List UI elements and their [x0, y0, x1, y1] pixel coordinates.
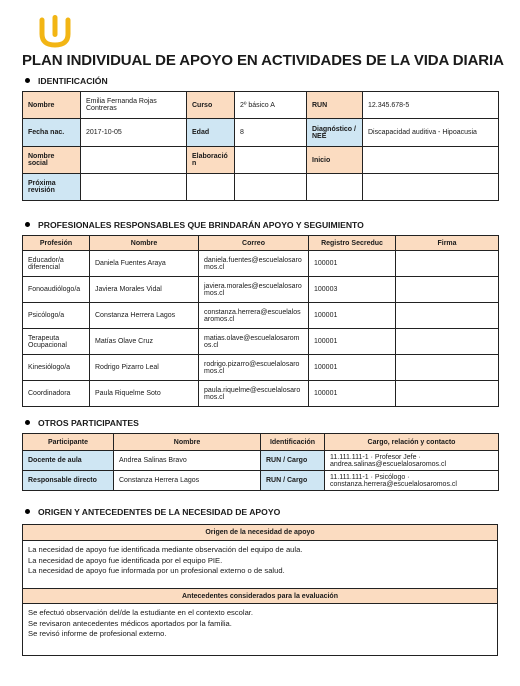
registro-cell: 100001	[309, 329, 396, 355]
edad-value: 8	[235, 119, 307, 147]
section-otros-heading	[38, 418, 139, 428]
elaboracion-label: Elaboración	[187, 147, 235, 174]
section-heading-text: ORIGEN Y ANTECEDENTES DE LA NECESIDAD DE APOYO	[38, 507, 281, 517]
table-row	[23, 329, 499, 355]
col-header-registro: Registro Secreduc	[309, 236, 396, 251]
section-heading-text: OTROS PARTICIPANTES	[38, 418, 139, 428]
firma-cell[interactable]	[396, 329, 499, 355]
identificacion-cell: RUN / Cargo	[261, 451, 325, 471]
school-logo-icon	[38, 14, 72, 48]
col-header-profesion: Profesión	[23, 236, 90, 251]
contacto-cell: 11.111.111-1 · Psicólogo · constanza.herrera@escuelalosaromos.cl	[325, 471, 499, 491]
profesion-cell: Terapeuta Ocupacional	[23, 329, 90, 355]
correo-cell: constanza.herrera@escuelalosaromos.cl	[199, 303, 309, 329]
col-header-nombre: Nombre	[90, 236, 199, 251]
registro-cell: 100001	[309, 303, 396, 329]
table-row	[23, 277, 499, 303]
profesionales-table	[22, 235, 499, 407]
table-row	[23, 471, 499, 491]
inicio-label: Inicio	[307, 147, 363, 174]
nombre-cell: Andrea Salinas Bravo	[114, 451, 261, 471]
proxima-revision-label: Próxima revisión	[23, 174, 81, 201]
origen-title: Origen de la necesidad de apoyo	[23, 525, 498, 541]
nombre-label: Nombre	[23, 92, 81, 119]
firma-cell[interactable]	[396, 277, 499, 303]
nombre-cell: Matías Olave Cruz	[90, 329, 199, 355]
col-header-nombre: Nombre	[114, 434, 261, 451]
correo-cell: daniela.fuentes@escuelalosaromos.cl	[199, 251, 309, 277]
nombre-cell: Daniela Fuentes Araya	[90, 251, 199, 277]
fecha-label: Fecha nac.	[23, 119, 81, 147]
empty-cell	[363, 174, 499, 201]
col-header-participante: Participante	[23, 434, 114, 451]
table-row	[23, 381, 499, 407]
identificacion-table	[22, 91, 499, 201]
registro-cell: 100001	[309, 381, 396, 407]
participante-cell: Responsable directo	[23, 471, 114, 491]
diagnostico-value: Discapacidad auditiva - Hipoacusia	[363, 119, 499, 147]
firma-cell[interactable]	[396, 303, 499, 329]
empty-cell	[235, 174, 307, 201]
antecedentes-body	[23, 604, 498, 656]
run-label: RUN	[307, 92, 363, 119]
antecedentes-line: Se efectuó observación del/de la estudiante en el contexto escolar.	[28, 608, 254, 617]
col-header-identificacion: Identificación	[261, 434, 325, 451]
table-row	[23, 251, 499, 277]
section-origen-heading	[38, 507, 280, 517]
origen-body	[23, 541, 498, 589]
curso-label: Curso	[187, 92, 235, 119]
table-row	[23, 303, 499, 329]
table-row	[23, 451, 499, 471]
contacto-cell: 11.111.111-1 · Profesor Jefe · andrea.salinas@escuelalosaromos.cl	[325, 451, 499, 471]
col-header-contacto: Cargo, relación y contacto	[325, 434, 499, 451]
antecedentes-line: Se revisaron antecedentes médicos aportados por la familia.	[28, 618, 232, 628]
nombre-social-label: Nombre social	[23, 147, 81, 174]
col-header-firma: Firma	[396, 236, 499, 251]
bullet-icon	[25, 78, 30, 83]
correo-cell: rodrigo.pizarro@escuelalosaromos.cl	[199, 355, 309, 381]
nombre-cell: Constanza Herrera Lagos	[90, 303, 199, 329]
registro-cell: 100001	[309, 251, 396, 277]
col-header-correo: Correo	[199, 236, 309, 251]
profesion-cell: Kinesiólogo/a	[23, 355, 90, 381]
correo-cell: matias.olave@escuelalosaromos.cl	[199, 329, 309, 355]
profesion-cell: Psicólogo/a	[23, 303, 90, 329]
correo-cell: javiera.morales@escuelalosaromos.cl	[199, 277, 309, 303]
firma-cell[interactable]	[396, 381, 499, 407]
curso-value: 2º básico A	[235, 92, 307, 119]
nombre-cell: Paula Riquelme Soto	[90, 381, 199, 407]
empty-cell	[187, 174, 235, 201]
nombre-cell: Javiera Morales Vidal	[90, 277, 199, 303]
inicio-value[interactable]	[363, 147, 499, 174]
section-heading-text: PROFESIONALES RESPONSABLES QUE BRINDARÁN APOYO Y SEGUIMIENTO	[38, 220, 364, 230]
origen-line: La necesidad de apoyo fue informada por un profesional externo o de salud.	[28, 566, 285, 575]
otros-participantes-table	[22, 433, 499, 491]
firma-cell[interactable]	[396, 355, 499, 381]
nombre-cell: Rodrigo Pizarro Leal	[90, 355, 199, 381]
antecedentes-line: Se revisó informe de profesional externo.	[28, 629, 167, 638]
identificacion-cell: RUN / Cargo	[261, 471, 325, 491]
bullet-icon	[25, 509, 30, 514]
section-profesionales-heading	[38, 220, 364, 230]
proxima-revision-value[interactable]	[81, 174, 187, 201]
bullet-icon	[25, 222, 30, 227]
run-value: 12.345.678-5	[363, 92, 499, 119]
firma-cell[interactable]	[396, 251, 499, 277]
nombre-cell: Constanza Herrera Lagos	[114, 471, 261, 491]
profesion-cell: Fonoaudiólogo/a	[23, 277, 90, 303]
section-identificacion-heading	[38, 76, 108, 86]
correo-cell: paula.riquelme@escuelalosaromos.cl	[199, 381, 309, 407]
fecha-value: 2017-10-05	[81, 119, 187, 147]
nombre-value: Emilia Fernanda Rojas Contreras	[81, 92, 187, 119]
registro-cell: 100003	[309, 277, 396, 303]
edad-label: Edad	[187, 119, 235, 147]
section-heading-text: IDENTIFICACIÓN	[38, 76, 108, 86]
diagnostico-label: Diagnóstico / NEE	[307, 119, 363, 147]
nombre-social-value[interactable]	[81, 147, 187, 174]
profesion-cell: Educador/a diferencial	[23, 251, 90, 277]
empty-cell	[307, 174, 363, 201]
elaboracion-value[interactable]	[235, 147, 307, 174]
antecedentes-title: Antecedentes considerados para la evaluación	[23, 589, 498, 604]
table-row	[23, 355, 499, 381]
origen-line: La necesidad de apoyo fue identificada mediante observación del equipo de aula.	[28, 545, 303, 554]
registro-cell: 100001	[309, 355, 396, 381]
origen-table	[22, 524, 498, 656]
document-title: PLAN INDIVIDUAL DE APOYO EN ACTIVIDADES DE LA VIDA DIARIA	[22, 52, 504, 69]
participante-cell: Docente de aula	[23, 451, 114, 471]
profesion-cell: Coordinadora	[23, 381, 90, 407]
origen-line: La necesidad de apoyo fue identificada por el equipo PIE.	[28, 555, 223, 565]
bullet-icon	[25, 420, 30, 425]
